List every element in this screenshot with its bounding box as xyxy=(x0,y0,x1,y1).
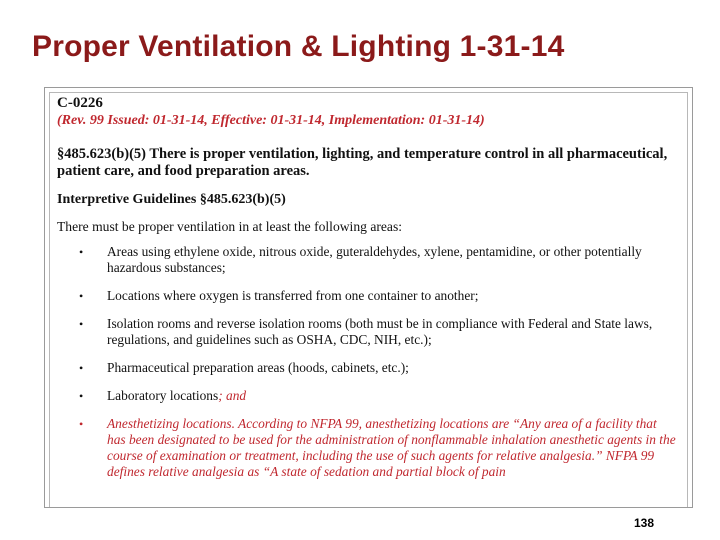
regulation-text: §485.623(b)(5) There is proper ventilation, lighting, and temperature control in all pharmaceutical, patient care, and food preparation areas. xyxy=(57,146,668,179)
list-item xyxy=(57,416,677,480)
list-item-text: Locations where oxygen is transferred from one container to another; xyxy=(107,288,479,303)
list-item xyxy=(57,316,677,348)
list-item-text: Pharmaceutical preparation areas (hoods, cabinets, etc.); xyxy=(107,360,409,375)
document-image xyxy=(44,87,693,508)
list-item-text: Isolation rooms and reverse isolation rooms (both must be in compliance with Federal and State laws, regulations, and guidelines such as OSHA, CDC, NIH, etc.); xyxy=(107,316,653,347)
page-number: 138 xyxy=(634,516,655,530)
ventilation-areas-list xyxy=(57,244,677,480)
document-content xyxy=(57,94,677,492)
list-item-text: Laboratory locations xyxy=(107,388,219,403)
list-item xyxy=(57,244,677,276)
bullet-icon: • xyxy=(79,245,84,259)
revision-line: (Rev. 99 Issued: 01-31-14, Effective: 01-31-14, Implementation: 01-31-14) xyxy=(57,113,485,128)
bullet-icon: • xyxy=(79,317,84,331)
list-item-text: Areas using ethylene oxide, nitrous oxide, guteraldehydes, xylene, pentamidine, or other potentially hazardous substances; xyxy=(107,244,642,275)
slide-title: Proper Ventilation & Lighting 1-31-14 xyxy=(32,30,565,63)
bullet-icon: • xyxy=(79,389,84,403)
guidelines-heading: Interpretive Guidelines §485.623(b)(5) xyxy=(57,192,286,207)
list-item xyxy=(57,288,677,304)
list-item-text: Anesthetizing locations. According to NFPA 99, anesthetizing locations are “Any area of a facility that has been designated to be used for the administration of nonflammable inhalation anesthetic agents in the course of examination or treatment, including the use of such agents for relative analgesia.” NFPA 99 defines relative analgesia as “A state of sedation and partial block of pain xyxy=(107,416,676,479)
list-item-tail: ; and xyxy=(218,388,247,403)
intro-text: There must be proper ventilation in at least the following areas: xyxy=(57,219,403,234)
tag-code: C-0226 xyxy=(57,95,103,111)
list-item xyxy=(57,388,677,404)
bullet-icon: • xyxy=(79,417,84,431)
bullet-icon: • xyxy=(79,289,84,303)
list-item xyxy=(57,360,677,376)
bullet-icon: • xyxy=(79,361,84,375)
